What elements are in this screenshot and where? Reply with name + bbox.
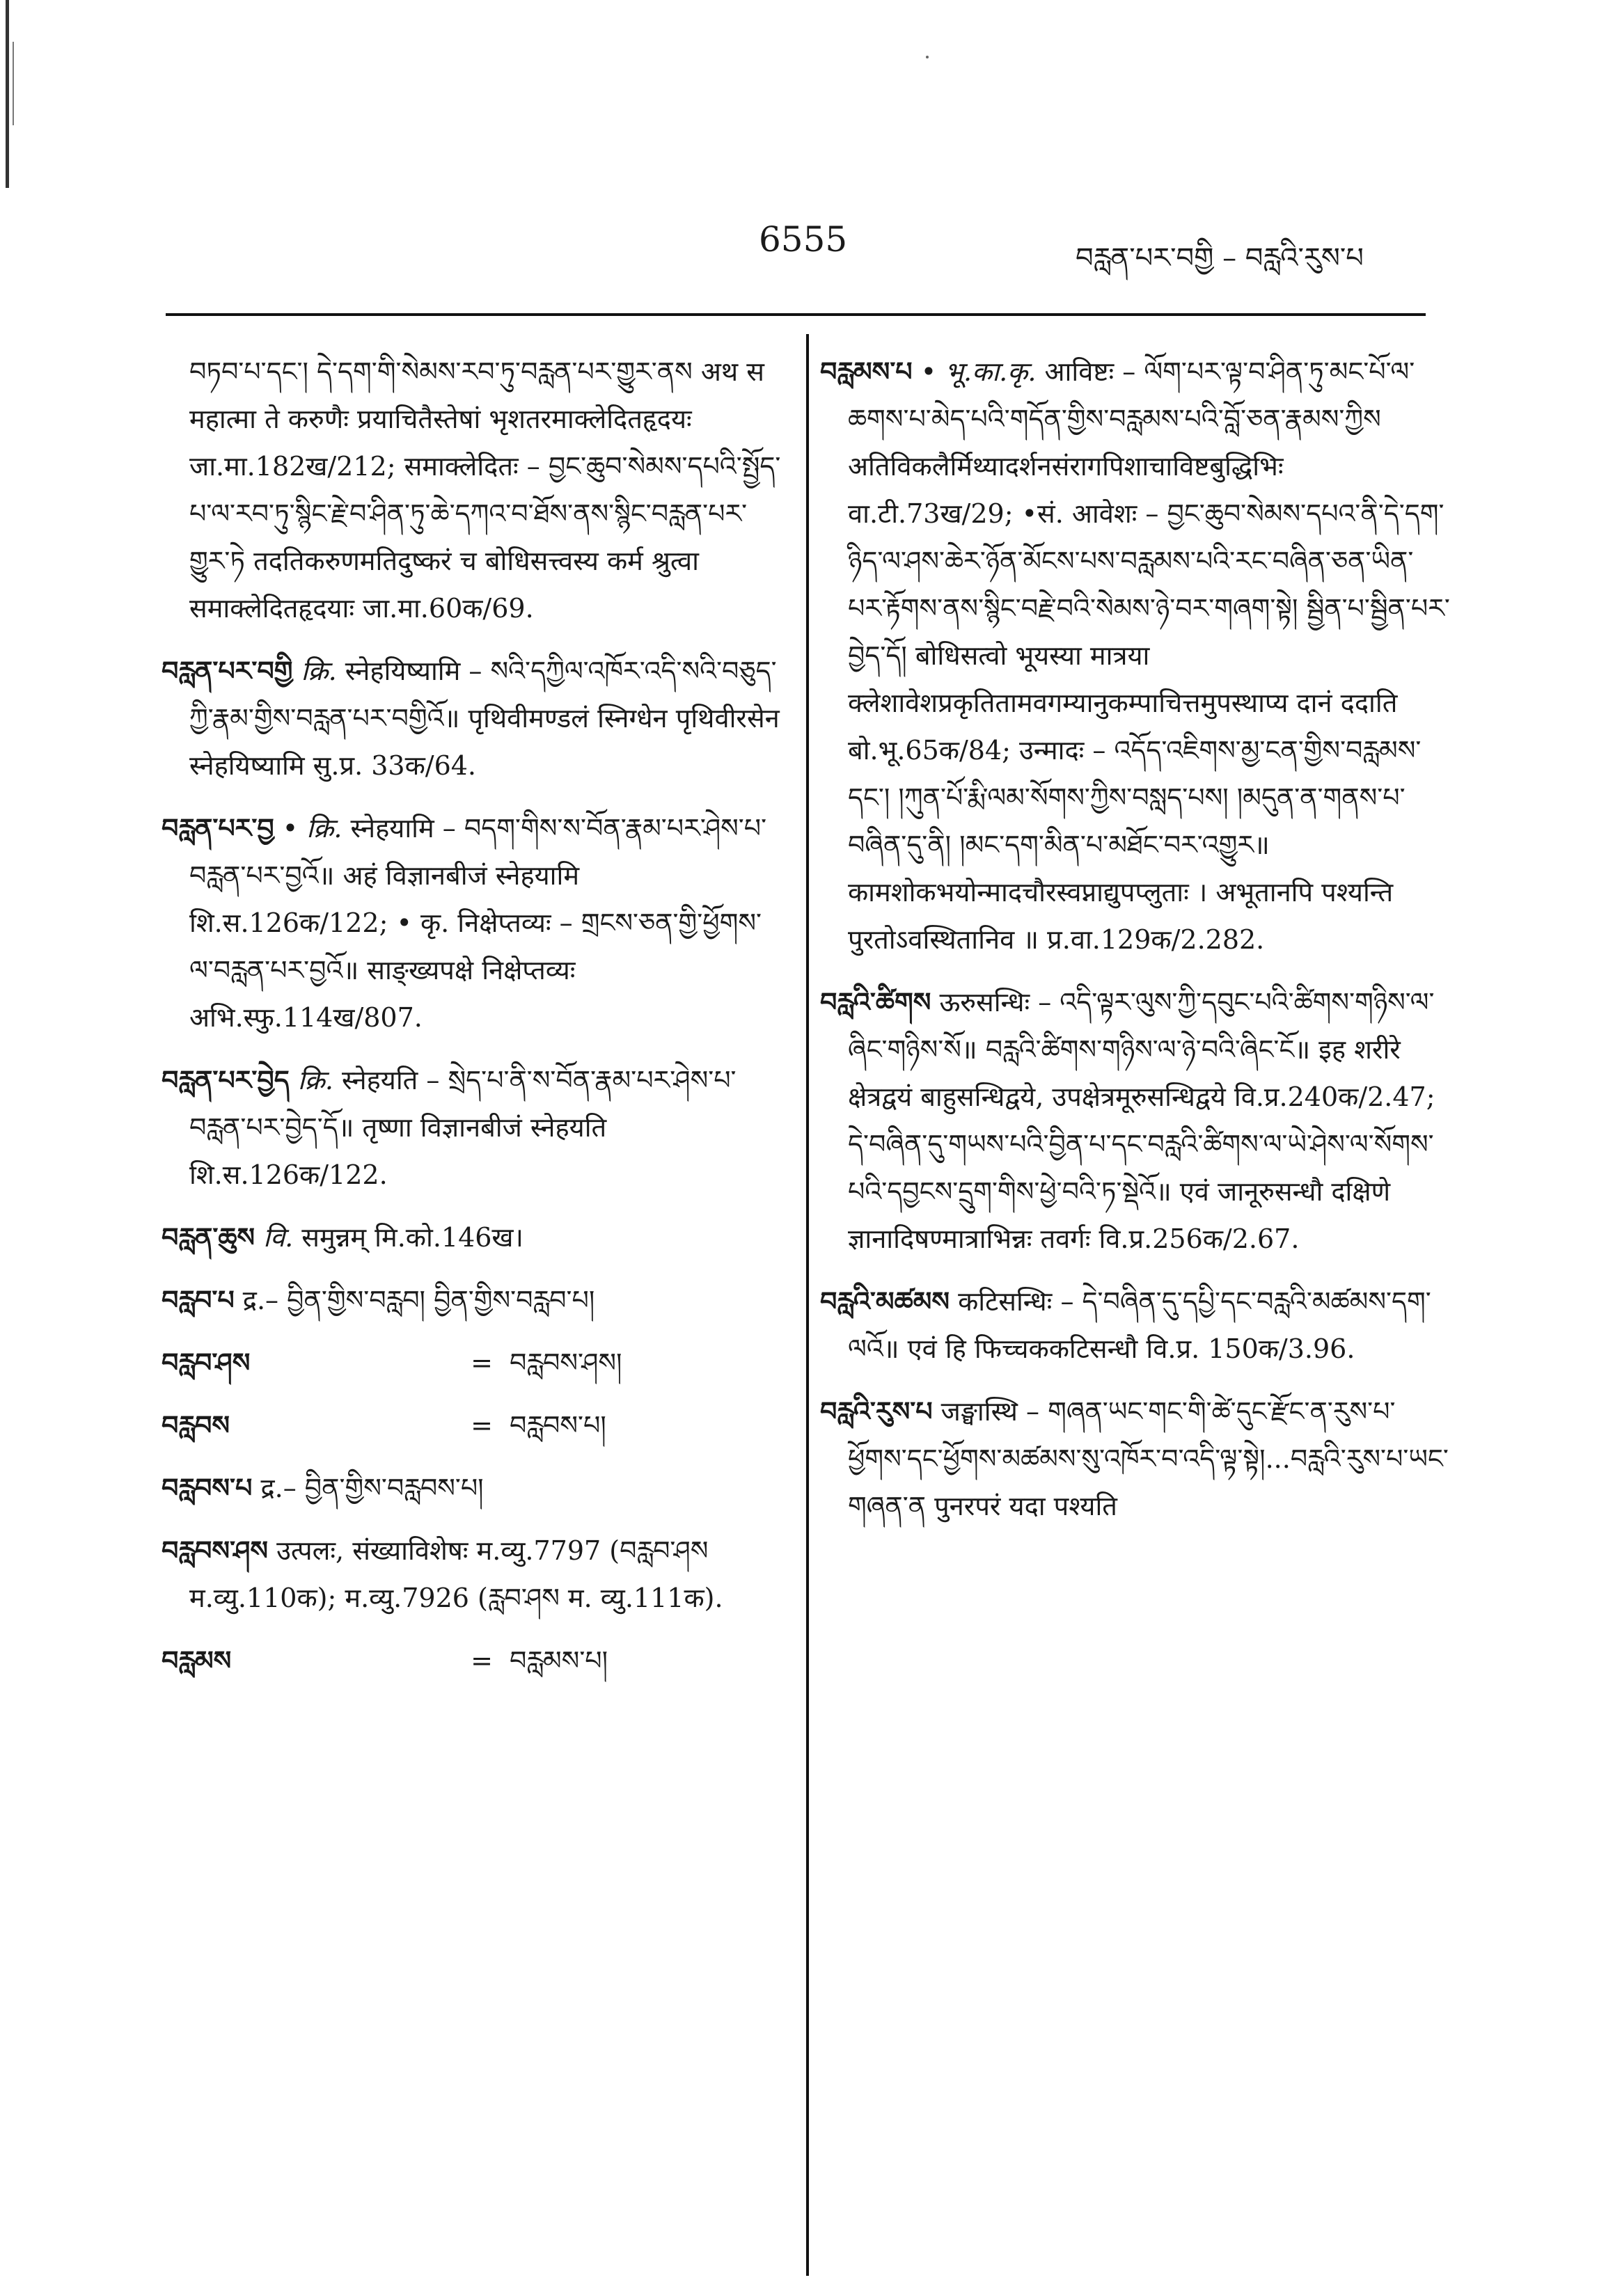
right-column [820,348,1450,1545]
binding-edge-mark [6,0,9,188]
grammar-tag: वि. [263,1222,294,1253]
dictionary-entry [162,647,785,789]
cross-reference-entry [162,1339,785,1386]
dictionary-entry [162,805,785,1041]
headword: བརླན་པར་བྱེད [162,1064,290,1095]
dictionary-entry [820,1388,1450,1530]
headword: བརླན་པར་བྱ [162,812,274,844]
grammar-tag: क्रि. [297,1065,333,1095]
continued-entry: བཏབ་པ་དང་། དེ་དག་གི་སེམས་རབ་ཏུ་བརླན་པར་གྱུར་ནས अथ स महात्मा ते करुणैः प्रयाचितैस्तेषां भृशतरमाक्लेदितहृदयः जा.मा.182ख/212; समाक्लेदितः – བྱང་ཆུབ་སེམས་དཔའི་སྤྱོད་པ་ལ་རབ་ཏུ་སྙིང་རྗེ་བ་ཤིན་ཏུ་ཆེ་དཀའ་བ་ཐོས་ནས་སྙིང་བརླན་པར་གྱུར་ཏེ तदतिकरुणमतिदुष्करं च बोधिसत्त्वस्य कर्म श्रुत्वा समाक्लेदितहृदयाः जा.मा.60क/69. [189,356,781,624]
headword: བརླམས [162,1645,232,1676]
dictionary-entry [162,1214,785,1261]
dictionary-entry [162,1464,785,1512]
dictionary-entry [820,979,1450,1262]
cross-reference: བརླམས་པ། [510,1645,608,1676]
column-divider [806,334,809,2276]
definition: जङ्घास्थि – གཞན་ཡང་གང་གི་ཚེ་དུང་རྫོང་ན་རུས་པ་ཕྱོགས་དང་ཕྱོགས་མཚམས་སུ་འཁོར་བ་འདི་ལྟ་སྟེ།...བརླའི་རུས་པ་ཡང་གཞན་ན पुनरपरं यदा पश्यति [848,1396,1449,1521]
headword: བརླབས་པ [162,1472,253,1503]
equals-sign: = [471,1347,493,1378]
definition: आविष्टः – ལོག་པར་ལྟ་བ་ཤིན་ཏུ་མང་པོ་ལ་ཆགས་པ་མེད་པའི་གདོན་གྱིས་བརླམས་པའི་བློ་ཅན་རྣམས་ཀྱིས अतिविकलैर्मिथ्यादर्शनसंरागपिशाचाविष्टबुद्धिभिः वा.टी.73ख/29; •सं. आवेशः – བྱང་ཆུབ་སེམས་དཔའ་ནི་དེ་དག་ཉིད་ལ་ཤས་ཆེར་ཉོན་མོངས་པས་བརླམས་པའི་རང་བཞིན་ཅན་ཡིན་པར་རྟོགས་ནས་སྙིང་བརྗེ་བའི་སེམས་ཉེ་བར་གཞག་སྟེ། སྦྱིན་པ་སྦྱིན་པར་བྱེད་དོ། बोधिसत्वो भूयस्या मात्रया क्लेशावेशप्रकृतितामवगम्यानुकम्पाचित्तमुपस्थाप्य दानं ददाति बो.भू.65क/84; उन्मादः – འདོད་འཇིགས་མྱ་ངན་གྱིས་བརླམས་དང་། །ཀུན་པོ་རྨི་ལམ་སོགས་ཀྱིས་བསླད་པས། །མདུན་ན་གནས་པ་བཞིན་དུ་ནི། །མང་དག་མིན་པ་མཐོང་བར་འགྱུར॥ कामशोकभयोन्मादचौरस्वप्नाद्युपप्लुताः । अभूतानपि पश्यन्ति पुरतोऽवस्थितानिव ॥ प्र.वा.129क/2.282. [848,356,1450,955]
definition: ऊरुसन्धिः – འདི་ལྟར་ལུས་ཀྱི་དབུང་པའི་ཚིགས་གཉིས་ལ་ཞིང་གཉིས་སོ॥ བརླའི་ཚིགས་གཉིས་ལ་ཉེ་བའི་ཞིང་ངོ॥ इह शरीरे क्षेत्रद्वयं बाहुसन्धिद्वये, उपक्षेत्रमूरुसन्धिद्वये वि.प्र.240क/2.47; དེ་བཞིན་དུ་གཡས་པའི་བྱིན་པ་དང་བརླའི་ཚིགས་ལ་ཡེ་ཤེས་ལ་སོགས་པའི་དབྱངས་དྲུག་གིས་ཕྱེ་བའི་ཏ་སྡེའོ॥ एवं जानूरुसन्धौ दक्षिणे ज्ञानादिषण्मात्राभिन्नः तवर्गः वि.प्र.256क/2.67. [848,987,1435,1254]
headword: བརླབ་ཤས [162,1347,251,1378]
dictionary-entry [820,1278,1450,1372]
headword: བརླབས་ཤས [162,1535,268,1566]
cross-reference: བརླབས་ཤས། [510,1347,622,1378]
page-number: 6555 [759,219,848,260]
grammar-tag: • भू.का.कृ. [920,356,1037,387]
grammar-tag: • क्रि. [282,813,342,844]
dictionary-entry [162,1276,785,1324]
headword: བརླའི་ཚིགས [820,986,931,1018]
headword: བརླབ་པ [162,1284,235,1315]
definition: द्र.– བྱིན་གྱིས་བརླབ། བྱིན་གྱིས་བརླབ་པ། [242,1285,595,1315]
definition: कटिसन्धिः – དེ་བཞིན་དུ་དཔྱི་དང་བརླའི་མཚམས་དག་ལའོ॥ एवं हि फिच्चककटिसन्धौ वि.प्र. 150क/3.96. [848,1286,1431,1364]
definition: स्नेहयामि – བདག་གིས་ས་བོན་རྣམ་པར་ཤེས་པ་བརླན་པར་བྱའོ॥ अहं विज्ञानबीजं स्नेहयामि शि.स.126क/122; • कृ. निक्षेप्तव्यः – གྲངས་ཅན་གྱི་ཕྱོགས་ལ་བརླན་པར་བྱའོ॥ साङ्ख्यपक्षे निक्षेप्तव्यः अभि.स्फु.114ख/807. [189,813,767,1033]
running-head: བརླན་པར་བགྱི – བརླའི་རུས་པ [1076,242,1364,274]
equals-sign: = [471,1410,493,1441]
headword: བརླའི་མཚམས [820,1285,950,1317]
headword: བརླམས་པ [820,356,913,387]
definition: स्नेहयति – སྲེད་པ་ནི་ས་བོན་རྣམ་པར་ཤེས་པ་བརླན་པར་བྱེད་དོ॥ तृष्णा विज्ञानबीजं स्नेहयति शि.स.126क/122. [189,1065,737,1190]
dictionary-entry [162,1527,785,1622]
dictionary-entry [162,1056,785,1198]
scan-speck [926,56,929,58]
headword: བརླབས [162,1409,230,1441]
headword: བརླན་པར་བགྱི [162,655,293,686]
dictionary-entry [820,348,1450,963]
cross-reference-entry [162,1402,785,1449]
definition: स्नेहयिष्यामि – སའི་དཀྱིལ་འཁོར་འདི་སའི་བཅུད་ཀྱི་རྣམ་གྱིས་བརླན་པར་བགྱིའོ॥ पृथिवीमण्डलं स्निग्धेन पृथिवीरसेन स्नेहयिष्यामि सु.प्र. 33क/64. [189,656,780,781]
definition: उत्पलः, संख्याविशेषः म.व्यु.7797 (བརླབ་ཤས म.व्यु.110क); म.व्यु.7926 (རླབ་ཤས म. व्यु.111क). [189,1535,723,1613]
cross-reference-entry [162,1637,785,1684]
binding-edge-mark-secondary [13,42,14,125]
header-rule [166,313,1426,316]
definition: द्र.– བྱིན་གྱིས་བརླབས་པ། [260,1473,484,1503]
left-column [162,348,785,1700]
headword: བརླན་ཆུས [162,1221,255,1253]
equals-sign: = [471,1645,493,1676]
cross-reference: བརླབས་པ། [510,1410,606,1441]
headword: བརླའི་རུས་པ [820,1395,933,1427]
definition: समुन्नम् मि.को.146ख। [301,1222,523,1253]
grammar-tag: क्रि. [301,656,337,686]
